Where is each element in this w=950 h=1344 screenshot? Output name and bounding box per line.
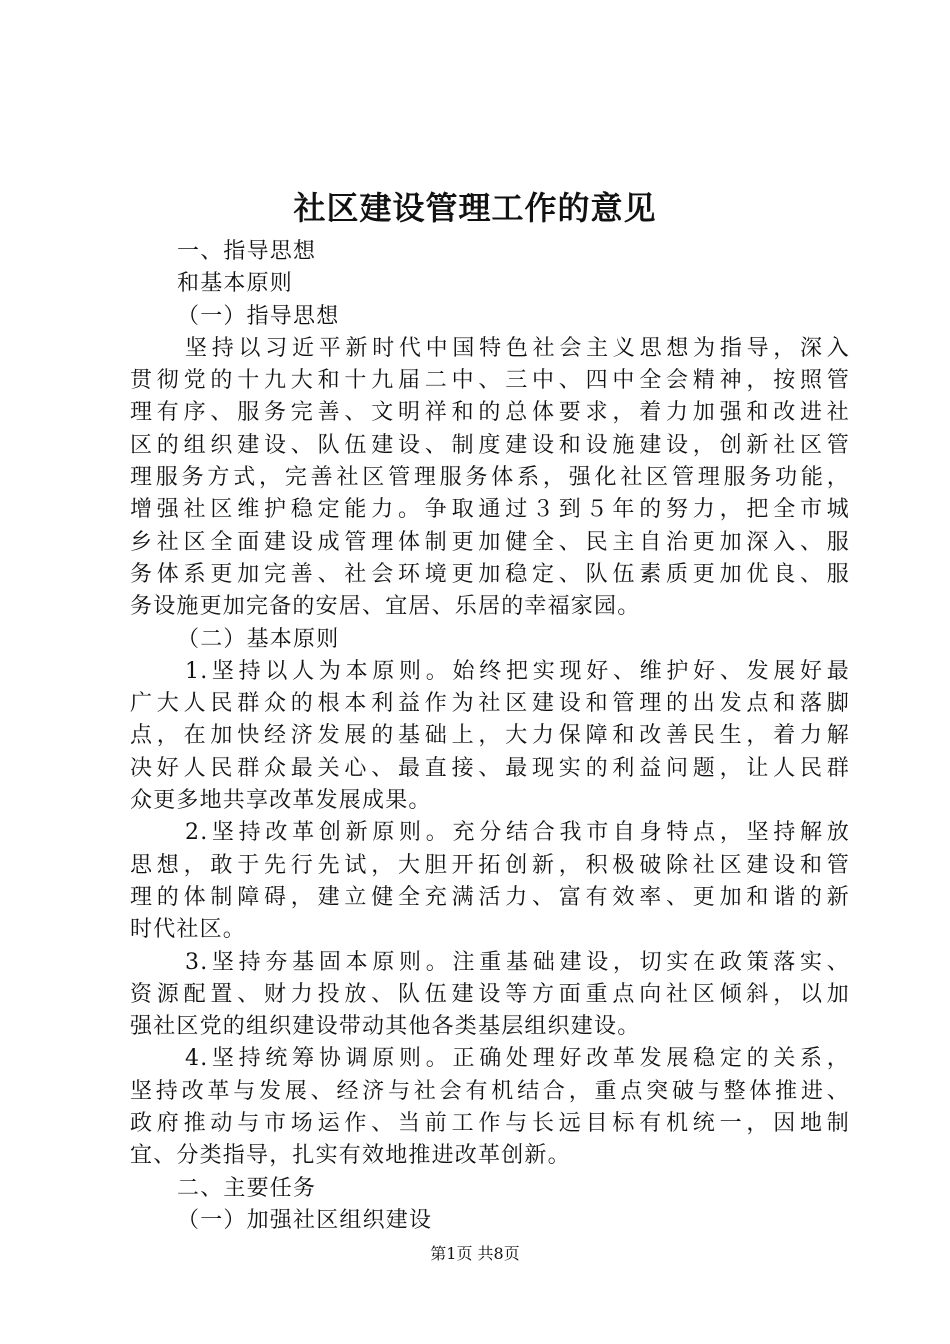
- body-line: 4.坚持统筹协调原则。正确处理好改革发展稳定的关系，: [185, 1046, 850, 1072]
- body-line: 理有序、服务完善、文明祥和的总体要求，着力加强和改进社: [130, 400, 850, 426]
- body-line: （一）指导思想: [177, 303, 340, 329]
- body-line: （一）加强社区组织建设: [177, 1207, 433, 1233]
- body-line: 思想，敢于先行先试，大胆开拓创新，积极破除社区建设和管: [130, 852, 850, 878]
- body-line: 乡社区全面建设成管理体制更加健全、民主自治更加深入、服: [130, 529, 850, 555]
- body-line: 3.坚持夯基固本原则。注重基础建设，切实在政策落实、: [185, 949, 850, 975]
- body-line: 2.坚持改革创新原则。充分结合我市自身特点，坚持解放: [185, 820, 850, 846]
- body-line: 1.坚持以人为本原则。始终把实现好、维护好、发展好最: [185, 658, 850, 684]
- body-line: 务设施更加完备的安居、宜居、乐居的幸福家园。: [130, 594, 641, 620]
- body-line: 贯彻党的十九大和十九届二中、三中、四中全会精神，按照管: [130, 368, 850, 394]
- body-line: 和基本原则: [177, 271, 294, 297]
- body-line: 决好人民群众最关心、最直接、最现实的利益问题，让人民群: [130, 755, 850, 781]
- body-line: 区的组织建设、队伍建设、制度建设和设施建设，创新社区管: [130, 432, 850, 458]
- body-line: （二）基本原则: [177, 626, 340, 652]
- document-title: 社区建设管理工作的意见: [293, 189, 657, 227]
- body-line: 增强社区维护稳定能力。争取通过３到５年的努力，把全市城: [130, 497, 850, 523]
- body-line: 坚持改革与发展、经济与社会有机结合，重点突破与整体推进、: [130, 1078, 850, 1104]
- body-line: 广大人民群众的根本利益作为社区建设和管理的出发点和落脚: [130, 691, 850, 717]
- body-line: 二、主要任务: [177, 1175, 317, 1201]
- body-line: 众更多地共享改革发展成果。: [130, 788, 432, 814]
- page-footer: 第1页 共8页: [430, 1244, 520, 1263]
- body-line: 点，在加快经济发展的基础上，大力保障和改善民生，着力解: [130, 723, 850, 749]
- body-line: 理的体制障碍，建立健全充满活力、富有效率、更加和谐的新: [130, 884, 850, 910]
- body-line: 时代社区。: [130, 917, 247, 943]
- document-body: [130, 236, 850, 1237]
- body-line: 坚持以习近平新时代中国特色社会主义思想为指导，深入: [185, 335, 850, 361]
- body-line: 务体系更加完善、社会环境更加稳定、队伍素质更加优良、服: [130, 561, 850, 587]
- body-line: 宜、分类指导，扎实有效地推进改革创新。: [130, 1143, 571, 1169]
- body-line: 理服务方式，完善社区管理服务体系，强化社区管理服务功能，: [130, 465, 850, 491]
- body-line: 强社区党的组织建设带动其他各类基层组织建设。: [130, 1014, 641, 1040]
- body-line: 资源配置、财力投放、队伍建设等方面重点向社区倾斜，以加: [130, 981, 850, 1007]
- body-line: 一、指导思想: [177, 239, 317, 264]
- body-line: 政府推动与市场运作、当前工作与长远目标有机统一，因地制: [130, 1111, 850, 1137]
